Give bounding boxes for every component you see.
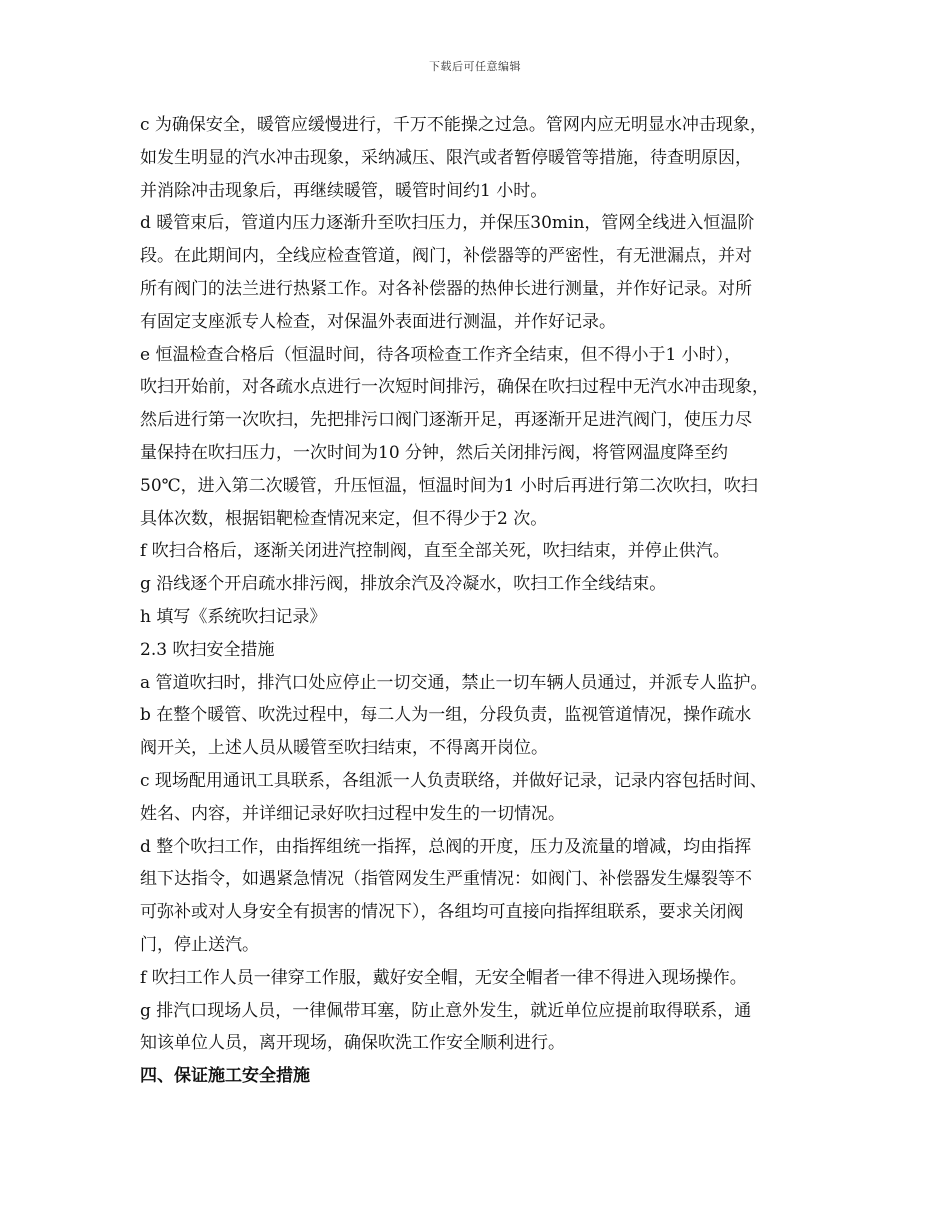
text-line: d 整个吹扫工作，由指挥组统一指挥，总阀的开度，压力及流量的增减，均由指挥 [140,836,752,857]
text-line: g 排汽口现场人员，一律佩带耳塞，防止意外发生，就近单位应提前取得联系，通 [140,1000,752,1021]
section-heading-4 [140,1060,830,1093]
text-line: e 恒温检查合格后（恒温时间，待各项检查工作齐全结束，但不得小于1 小时）， [140,344,742,365]
text-line: 50℃，进入第二次暖管，升压恒温，恒温时间为1 小时后再进行第二次吹扫，吹扫 [140,475,758,496]
text-line: 阀开关，上述人员从暖管至吹扫结束，不得离开岗位。 [140,738,548,759]
text-line: f 吹扫合格后，逐渐关闭进汽控制阀，直至全部关死，吹扫结束，并停止供汽。 [140,541,730,562]
paragraph-f-purge-done [140,535,830,568]
text-line: 如发生明显的汽水冲击现象，采纳减压、限汽或者暂停暖管等措施，待查明原因， [140,147,752,168]
text-line: f 吹扫工作人员一律穿工作服，戴好安全帽，无安全帽者一律不得进入现场操作。 [140,967,747,988]
paragraph-h-record [140,601,830,634]
paragraph-g-safety [140,995,830,1061]
text-line: 姓名、内容，并详细记录好吹扫过程中发生的一切情况。 [140,803,565,824]
text-line: 有固定支座派专人检查，对保温外表面进行测温，并作好记录。 [140,311,616,332]
paragraph-c-safety [140,765,830,831]
paragraph-a-safety [140,667,830,700]
text-line: 然后进行第一次吹扫，先把排污口阀门逐渐开足，再逐渐开足进汽阀门，使压力尽 [140,410,752,431]
text-line: 所有阀门的法兰进行热紧工作。对各补偿器的热伸长进行测量，并作好记录。对所 [140,278,752,299]
paragraph-b-safety [140,699,830,765]
paragraph-d-warmup-end [140,207,830,338]
text-line: c 为确保安全，暖管应缓慢进行，千万不能操之过急。管网内应无明显水冲击现象， [140,115,767,135]
text-line: 组下达指令，如遇紧急情况（指管网发生严重情况：如阀门、补偿器发生爆裂等不 [140,869,752,890]
text-line: 并消除冲击现象后，再继续暖管，暖管时间约1 小时。 [140,180,548,201]
text-line: c 现场配用通讯工具联系，各组派一人负责联络，并做好记录，记录内容包括时间、 [140,770,767,791]
text-line: 2.3 吹扫安全措施 [140,639,275,660]
text-line: a 管道吹扫时，排汽口处应停止一切交通，禁止一切车辆人员通过，并派专人监护。 [140,672,768,693]
text-line: b 在整个暖管、吹洗过程中，每二人为一组，分段负责，监视管道情况，操作疏水 [140,705,752,726]
section-title-2-3 [140,634,830,667]
document-body [140,109,830,1093]
text-line: 可弥补或对人身安全有损害的情况下），各组均可直接向指挥组联系，要求关闭阀 [140,902,744,923]
text-line: 具体次数，根据铝靶检查情况来定，但不得少于2 次。 [140,508,548,529]
paragraph-d-safety [140,831,830,962]
paragraph-f-safety [140,962,830,995]
paragraph-c-warmup [140,109,830,207]
text-line: 门，停止送汽。 [140,934,259,955]
paragraph-e-purge [140,339,830,536]
text-line: h 填写《系统吹扫记录》 [140,606,327,627]
paragraph-g-drain [140,568,830,601]
text-line: 四、保证施工安全措施 [140,1066,310,1087]
page-header: 下载后可任意编辑 [429,60,521,73]
text-line: 知该单位人员，离开现场，确保吹洗工作安全顺利进行。 [140,1033,565,1054]
text-line: 吹扫开始前，对各疏水点进行一次短时间排污，确保在吹扫过程中无汽水冲击现象， [140,377,769,398]
text-line: g 沿线逐个开启疏水排污阀，排放余汽及冷凝水，吹扫工作全线结束。 [140,574,667,595]
text-line: 段。在此期间内，全线应检查管道，阀门，补偿器等的严密性，有无泄漏点，并对 [140,246,752,267]
text-line: 量保持在吹扫压力，一次时间为10 分钟，然后关闭排污阀，将管网温度降至约 [140,442,729,463]
text-line: d 暖管束后，管道内压力逐渐升至吹扫压力，并保压30min，管网全线进入恒温阶 [140,213,755,234]
